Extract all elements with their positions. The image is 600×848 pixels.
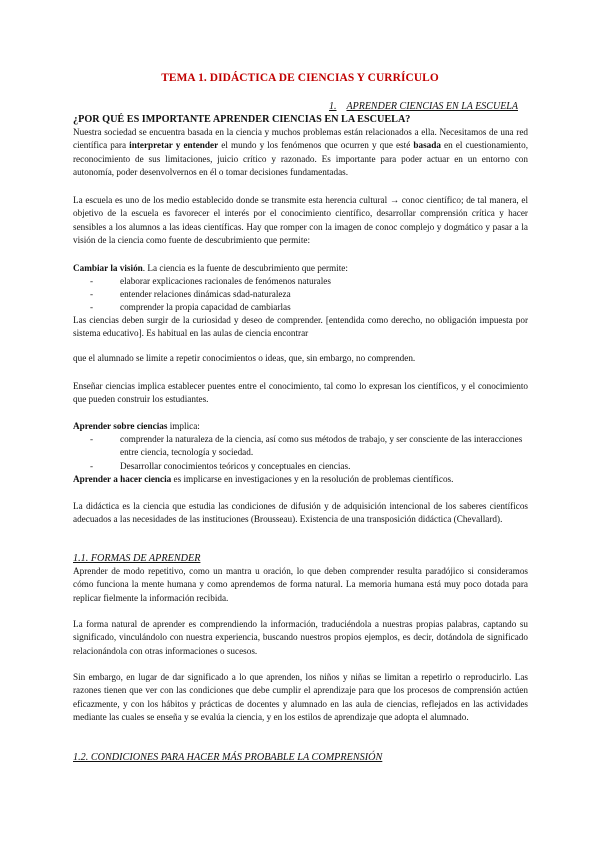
paragraph-formas: Aprender de modo repetitivo, como un mantra u oración, lo que deben comprender resulta paradójico si consideramos cómo funciona la mente humana y como aprendemos de forma natural. La memoria humana está muy poco dotada para replicar fielmente la información recibida.: [73, 566, 528, 603]
paragraph-vision: [73, 262, 528, 275]
section-label: APRENDER CIENCIAS EN LA ESCUELA: [346, 101, 518, 112]
bold-label: Cambiar la visión: [73, 263, 143, 273]
list-item: - Desarrollar conocimientos teóricos y conceptuales en ciencias.: [90, 461, 351, 471]
text-run: es implicarse en investigaciones y en la resolución de problemas científicos.: [171, 474, 454, 484]
bold-label: Aprender sobre ciencias: [73, 421, 168, 431]
question-heading: ¿POR QUÉ ES IMPORTANTE APRENDER CIENCIAS EN LA ESCUELA?: [73, 114, 411, 125]
text-run: el mundo y los fenómenos que ocurren y que esté: [218, 140, 414, 151]
paragraph-repetir: que el alumnado se limite a repetir conocimientos o ideas, que, sin embargo, no comprenden.: [73, 353, 416, 363]
list-item: - comprender la propia capacidad de cambiarlas: [90, 302, 291, 312]
paragraph-escuela: La escuela es uno de los medio establecido donde se transmite esta herencia cultural → conoc científico; de tal manera, el objetivo de la escuela es favorecer el interés por el conocimiento científico, desarrollar comprensión crítica y hacer sensibles a los alumnos a las ideas científicas. Hay que romper con la imagen de conoc complejo y dogmático y pasar a la visión de la ciencia como fuente de descubrimiento que permite:: [73, 195, 528, 246]
section-heading-1-2: 1.2. CONDICIONES PARA HACER MÁS PROBABLE LA COMPRENSIÓN: [73, 752, 383, 763]
section-heading-1: [329, 100, 518, 113]
paragraph-intro: [73, 126, 528, 180]
paragraph-sin-embargo: Sin embargo, en lugar de dar significado a lo que aprenden, los niños y niñas se limitan a repetirlo o reproducirlo. Las razones tienen que ver con las condiciones que debe cumplir el aprendizaje para que los procesos de comprensión actúen eficazmente, y con los hábitos y prácticas de docentes y alumnado en las aula de ciencias, reflejados en las actividades mediante las cuales se enseña y se evalúa la ciencia, y en los estilos de aprendizaje que adopta el alumnado.: [73, 672, 528, 723]
bold-label: Aprender a hacer ciencia: [73, 474, 172, 484]
bold-run: basada: [413, 140, 441, 151]
text-run: . La ciencia es la fuente de descubrimiento que permite:: [142, 263, 348, 273]
text-run: en el cuestionamiento, reconocimiento de sus limitaciones, juicio crítico y razonado. Es importante para poder actuar en un entorno con autonomía, poder desenvolvernos en él o tomar decisiones fundamentadas.: [73, 140, 529, 178]
text-run: Nuestra sociedad se encuentra basada en la ciencia y muchos problemas están relacionados a ella. Necesitamos de una red científica para: [73, 127, 528, 151]
list-item: - entender relaciones dinámicas sdad-naturaleza: [90, 289, 291, 299]
page-title: TEMA 1. DIDÁCTICA DE CIENCIAS Y CURRÍCULO: [161, 72, 439, 84]
paragraph-aprender-sobre: [73, 420, 528, 433]
section-heading-1-1: 1.1. FORMAS DE APRENDER: [73, 553, 201, 564]
paragraph-forma-natural: La forma natural de aprender es comprendiendo la información, traduciéndola a nuestras propias palabras, captando su significado, vinculándolo con nuestra experiencia, buscando nuestros propios ejemplos, es decir, dotándola de significado relacionándola con otras informaciones o sucesos.: [73, 619, 528, 656]
paragraph-ensenar: Enseñar ciencias implica establecer puentes entre el conocimiento, tal como lo expresan los científicos, y el conocimiento que pueden construir los estudiantes.: [73, 381, 528, 405]
list-item: - comprender la naturaleza de la ciencia, así como sus métodos de trabajo, y ser consciente de las interacciones entre ciencia, tecnología y sociedad.: [90, 434, 523, 458]
bold-run: interpretar y entender: [129, 140, 219, 151]
section-number: 1.: [329, 101, 337, 112]
text-run: implica:: [167, 421, 200, 431]
paragraph-aprender-hacer: [73, 473, 528, 486]
paragraph-curiosidad: Las ciencias deben surgir de la curiosidad y deseo de comprender. [entendida como derecho, no obligación impuesta por sistema educativo]. Es habitual en las aulas de ciencia encontrar: [73, 315, 528, 339]
list-item: - elaborar explicaciones racionales de fenómenos naturales: [90, 276, 331, 286]
paragraph-didactica: La didáctica es la ciencia que estudia las condiciones de difusión y de adquisición intencional de los saberes científicos adecuados a las necesidades de las instituciones (Brousseau). Existencia de una transposición didáctica (Chevallard).: [73, 501, 528, 525]
